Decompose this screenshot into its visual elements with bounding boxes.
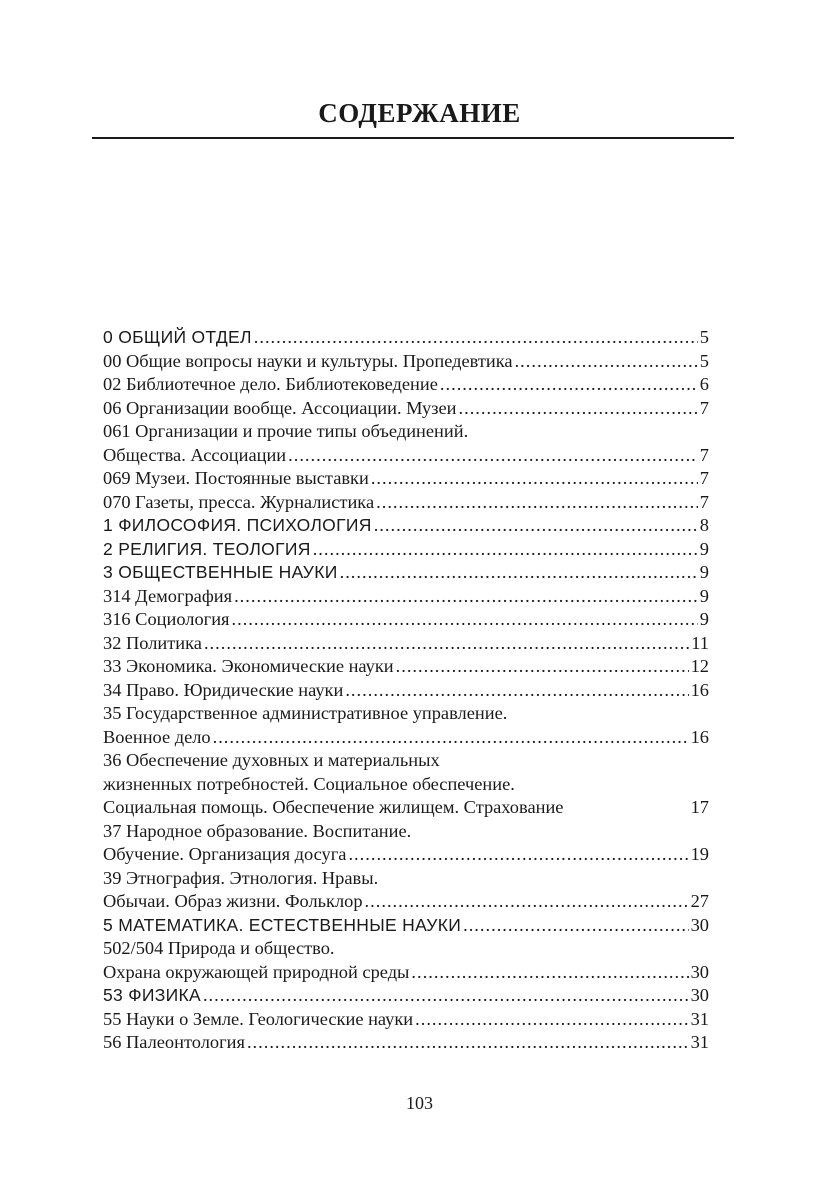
toc-entry-title: 1 ФИЛОСОФИЯ. ПСИХОЛОГИЯ <box>103 515 372 535</box>
toc-entry <box>103 420 709 444</box>
toc-entry-title: 3 ОБЩЕСТВЕННЫЕ НАУКИ <box>103 562 338 582</box>
toc-entry <box>103 444 709 468</box>
toc-entry-title: 316 Социология <box>103 609 230 629</box>
toc-entry-page: 31 <box>690 1008 709 1029</box>
toc-entry-title: Охрана окружающей природной среды <box>103 961 410 982</box>
toc-entry <box>103 561 709 585</box>
dot-leader <box>415 1008 688 1032</box>
toc-entry-title: Военное дело <box>103 726 211 747</box>
toc-entry-page: 7 <box>699 444 709 465</box>
toc-entry-title: 069 Музеи. Постоянные выставки <box>103 468 369 488</box>
toc-entry-title: Обучение. Организация досуга <box>103 844 347 864</box>
toc-entry-title: 070 Газеты, пресса. Журналистика <box>103 491 375 512</box>
toc-entry-title: 34 Право. Юридические науки <box>103 679 344 700</box>
toc-entry <box>103 937 709 961</box>
toc-entry <box>103 326 709 350</box>
toc-entry <box>103 397 709 421</box>
toc-entry <box>103 491 709 515</box>
dot-leader <box>247 1031 689 1055</box>
toc-entry-title: 39 Этнография. Этнология. Нравы. <box>103 867 379 888</box>
toc-entry-page: 30 <box>690 914 709 935</box>
toc-entry-title: 37 Народное образование. Воспитание. <box>103 820 412 841</box>
dot-leader <box>463 914 689 938</box>
toc-entry-title: 0 ОБЩИЙ ОТДЕЛ <box>103 327 252 347</box>
toc-entry <box>103 585 709 609</box>
toc-entry <box>103 702 709 726</box>
toc-entry <box>103 608 709 632</box>
toc-entry-page: 19 <box>690 844 709 864</box>
toc-entry <box>103 467 709 491</box>
toc-entry-page: 16 <box>690 679 709 700</box>
toc-entry-page: 9 <box>699 538 709 559</box>
toc-entry-title: 061 Организации и прочие типы объединений. <box>103 421 469 441</box>
dot-leader <box>204 632 689 656</box>
toc-entry-title: 00 Общие вопросы науки и культуры. Пропедевтика <box>103 350 513 371</box>
page-title: СОДЕРЖАНИЕ <box>318 98 521 128</box>
dot-leader <box>288 444 698 468</box>
dot-leader <box>340 561 698 585</box>
dot-leader <box>313 538 698 562</box>
toc-entry-page: 7 <box>699 468 709 488</box>
toc-entry-page: 8 <box>699 515 709 535</box>
toc-entry <box>103 538 709 562</box>
dot-leader <box>345 679 688 703</box>
dot-leader <box>203 984 689 1008</box>
toc-entry-title: 53 ФИЗИКА <box>103 985 201 1005</box>
dot-leader <box>213 726 689 750</box>
toc-entry-page: 5 <box>699 350 709 371</box>
toc-entry-title: 35 Государственное административное управление. <box>103 703 508 723</box>
dot-leader <box>371 467 698 491</box>
dot-leader <box>374 514 698 538</box>
toc-entry-page: 27 <box>690 891 709 911</box>
toc-entry-page: 9 <box>699 585 709 606</box>
toc-entry-page: 11 <box>691 632 709 653</box>
toc-entry-title: 2 РЕЛИГИЯ. ТЕОЛОГИЯ <box>103 538 311 559</box>
toc-entry-page: 6 <box>699 374 709 394</box>
toc-entry-title: 33 Экономика. Экономические науки <box>103 656 394 676</box>
toc-entry-title: 55 Науки о Земле. Геологические науки <box>103 1008 414 1029</box>
toc-entry <box>103 679 709 703</box>
toc-entry <box>103 514 709 538</box>
toc-entry-page: 7 <box>699 397 709 418</box>
toc-entry <box>103 1031 709 1055</box>
toc-entry-page: 5 <box>699 327 709 347</box>
dot-leader <box>396 655 689 679</box>
table-of-contents <box>103 326 709 1055</box>
toc-entry-title: Общества. Ассоциации <box>103 444 287 465</box>
toc-entry <box>103 961 709 985</box>
toc-entry <box>103 843 709 867</box>
toc-entry-title: 314 Демография <box>103 585 233 606</box>
toc-entry <box>103 350 709 374</box>
dot-leader <box>234 585 698 609</box>
toc-entry <box>103 726 709 750</box>
toc-entry-page: 9 <box>699 562 709 582</box>
toc-entry-title: 06 Организации вообще. Ассоциации. Музеи <box>103 397 457 418</box>
toc-entry <box>103 1008 709 1032</box>
toc-entry-page: 30 <box>690 961 709 982</box>
toc-entry-title: Обычаи. Образ жизни. Фольклор <box>103 891 363 911</box>
toc-entry-title: 5 МАТЕМАТИКА. ЕСТЕСТВЕННЫЕ НАУКИ <box>103 914 462 935</box>
toc-entry-title: 02 Библиотечное дело. Библиотековедение <box>103 374 438 394</box>
page-number: 103 <box>406 1093 433 1113</box>
dot-leader <box>440 373 698 397</box>
toc-entry-title: 56 Палеонтология <box>103 1032 245 1052</box>
toc-entry <box>103 890 709 914</box>
toc-entry-page: 12 <box>690 656 709 676</box>
toc-entry <box>103 373 709 397</box>
toc-entry-page: 16 <box>690 726 709 747</box>
dot-leader <box>376 491 698 515</box>
toc-entry <box>103 984 709 1008</box>
toc-entry <box>103 749 709 773</box>
dot-leader <box>232 608 698 632</box>
dot-leader <box>254 326 698 350</box>
toc-entry-page: 7 <box>699 491 709 512</box>
toc-entry <box>103 655 709 679</box>
toc-entry-title: жизненных потребностей. Социальное обеспечение. <box>103 773 515 794</box>
toc-entry <box>103 773 709 797</box>
dot-leader <box>348 843 688 867</box>
toc-entry-page: 30 <box>690 985 709 1005</box>
toc-entry <box>103 820 709 844</box>
dot-leader <box>365 890 689 914</box>
toc-entry-page: 9 <box>699 609 709 629</box>
dot-leader <box>411 961 688 985</box>
toc-entry-page: 17 <box>690 797 709 817</box>
title-underline <box>92 137 734 139</box>
toc-entry-title: 32 Политика <box>103 632 202 653</box>
toc-entry <box>103 632 709 656</box>
toc-entry <box>103 796 709 820</box>
toc-entry-title: 502/504 Природа и общество. <box>103 938 335 958</box>
toc-entry-page: 31 <box>690 1032 709 1052</box>
toc-entry <box>103 914 709 938</box>
toc-entry-title: 36 Обеспечение духовных и материальных <box>103 750 440 770</box>
dot-leader <box>459 397 698 421</box>
dot-leader <box>515 350 698 374</box>
toc-entry-title: Социальная помощь. Обеспечение жилищем. Страхование <box>103 797 564 817</box>
toc-entry <box>103 867 709 891</box>
